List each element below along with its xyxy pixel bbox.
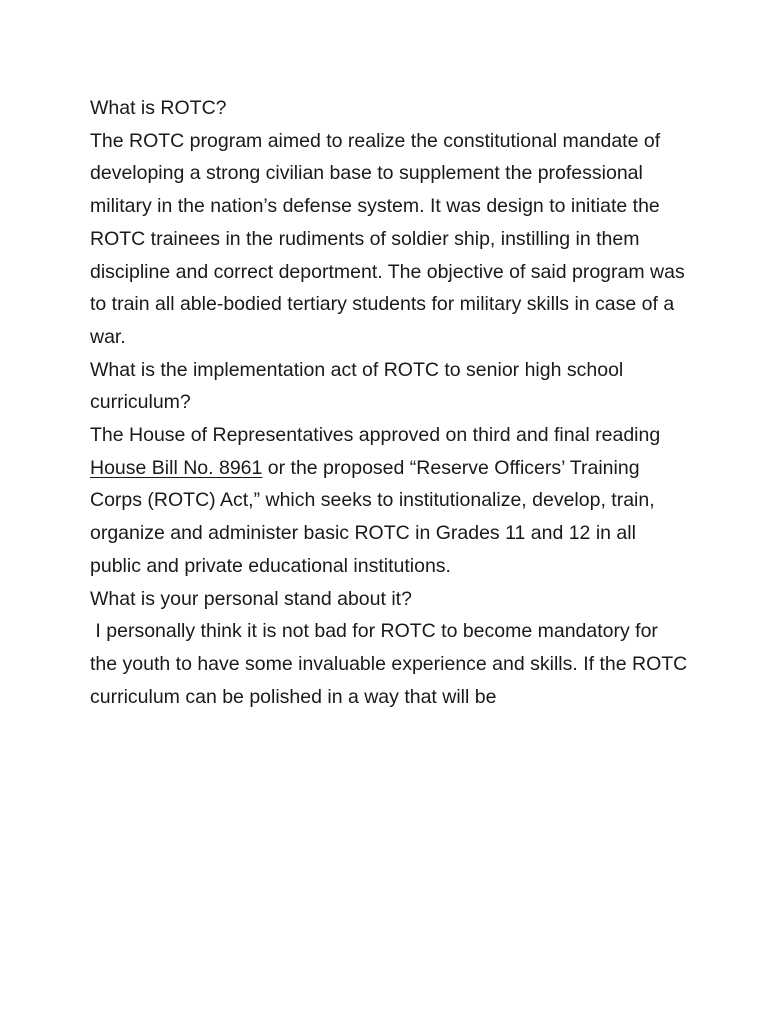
answer-what-is-rotc: The ROTC program aimed to realize the constitutional mandate of developing a strong civilian base to supplement the professional military in the nation’s defense system. It was design to initiate the ROTC trainees in the rudiments of soldier ship, instilling in them discipline and correct deportment. The objective of said program was to train all able-bodied tertiary students for military skills in case of a war. [90,129,685,348]
question-what-is-rotc: What is ROTC? [90,97,227,119]
question-implementation-act: What is the implementation act of ROTC to senior high school curriculum? [90,358,624,414]
answer-text-after-link: or the proposed “Reserve Officers’ Training Corps (ROTC) Act,” which seeks to institutionalize, develop, train, organize and administer basic ROTC in Grades 11 and 12 in all public and private educational institutions. [90,456,655,577]
answer-text-before-link: The House of Representatives approved on third and final reading [90,424,661,447]
answer-personal-stand: I personally think it is not bad for ROTC to become mandatory for the youth to have some invaluable experience and skills. If the ROTC curriculum can be polished in a way that will be [90,620,693,708]
house-bill-link[interactable]: House Bill No. 8961 [90,456,263,479]
document-body [90,92,693,713]
question-personal-stand: What is your personal stand about it? [90,587,412,610]
answer-implementation-act [90,419,690,583]
